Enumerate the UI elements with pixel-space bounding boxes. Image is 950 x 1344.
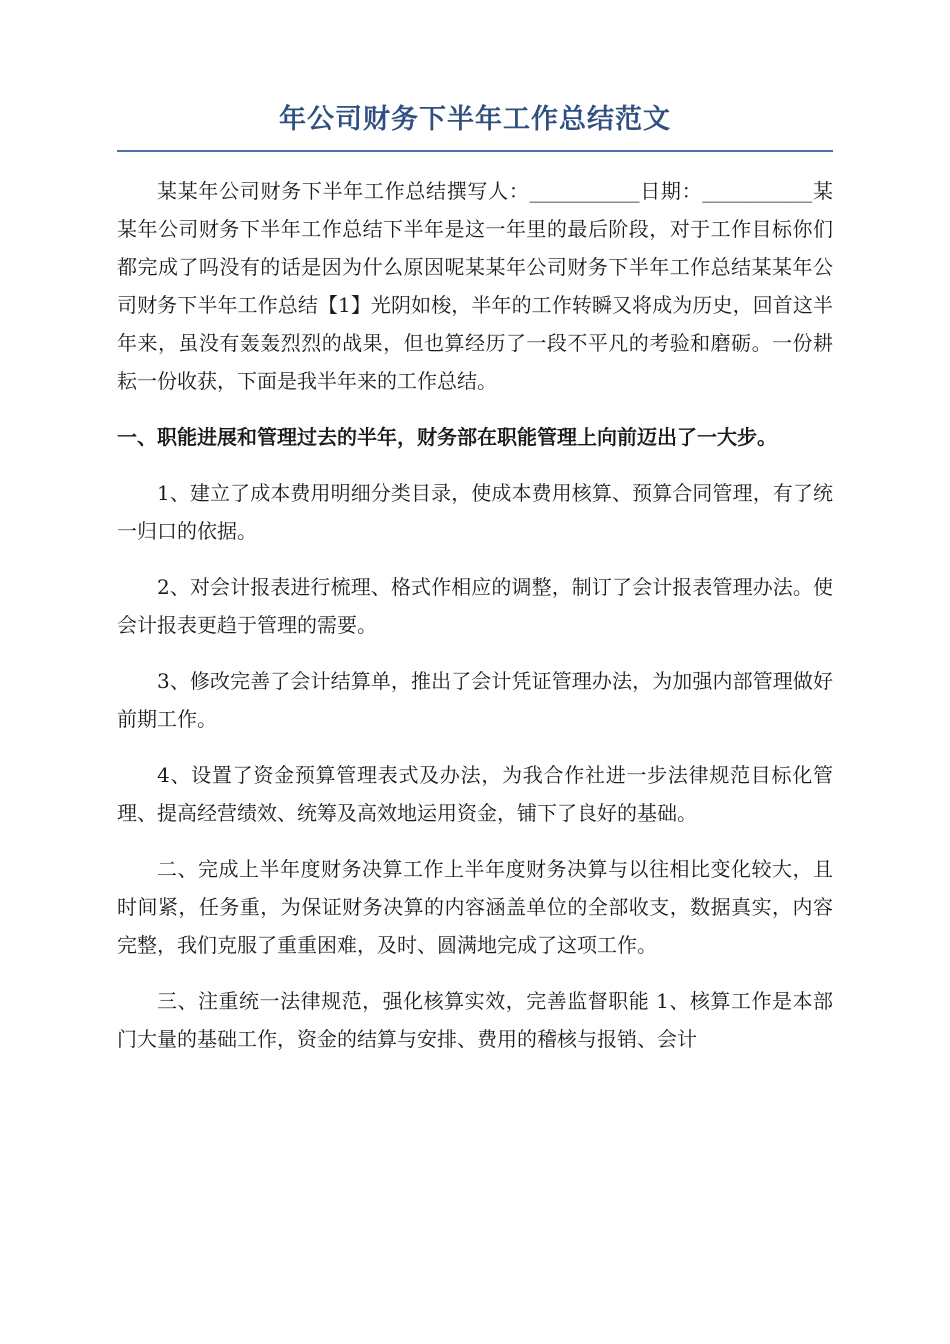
document-title: 年公司财务下半年工作总结范文 (117, 100, 833, 152)
list-item-1: 1、建立了成本费用明细分类目录，使成本费用核算、预算合同管理，有了统一归口的依据。 (117, 481, 833, 543)
list-item-2: 2、对会计报表进行梳理、格式作相应的调整，制订了会计报表管理办法。使会计报表更趋于管理的需要。 (117, 575, 833, 637)
document-body (117, 172, 833, 1058)
section-paragraph-3: 三、注重统一法律规范，强化核算实效，完善监督职能 1、核算工作是本部门大量的基础工作，资金的结算与安排、费用的稽核与报销、会计 (117, 989, 833, 1051)
list-item-3: 3、修改完善了会计结算单，推出了会计凭证管理办法，为加强内部管理做好前期工作。 (117, 669, 833, 731)
section-heading-1: 一、职能进展和管理过去的半年，财务部在职能管理上向前迈出了一大步。 (117, 425, 777, 449)
section-paragraph-2: 二、完成上半年度财务决算工作上半年度财务决算与以往相比变化较大，且时间紧，任务重，为保证财务决算的内容涵盖单位的全部收支，数据真实，内容完整，我们克服了重重困难，及时、圆满地完成了这项工作。 (117, 857, 833, 957)
document-page (117, 100, 833, 1058)
list-item-4: 4、设置了资金预算管理表式及办法，为我合作社进一步法律规范目标化管理、提高经营绩效、统筹及高效地运用资金，铺下了良好的基础。 (117, 763, 833, 825)
intro-paragraph: 某某年公司财务下半年工作总结撰写人：___________日期：___________某某年公司财务下半年工作总结下半年是这一年里的最后阶段，对于工作目标你们都完成了吗没有的话是因为什么原因呢某某年公司财务下半年工作总结某某年公司财务下半年工作总结【1】光阴如梭，半年的工作转瞬又将成为历史，回首这半年来，虽没有轰轰烈烈的战果，但也算经历了一段不平凡的考验和磨砺。一份耕耘一份收获，下面是我半年来的工作总结。 (117, 179, 833, 393)
